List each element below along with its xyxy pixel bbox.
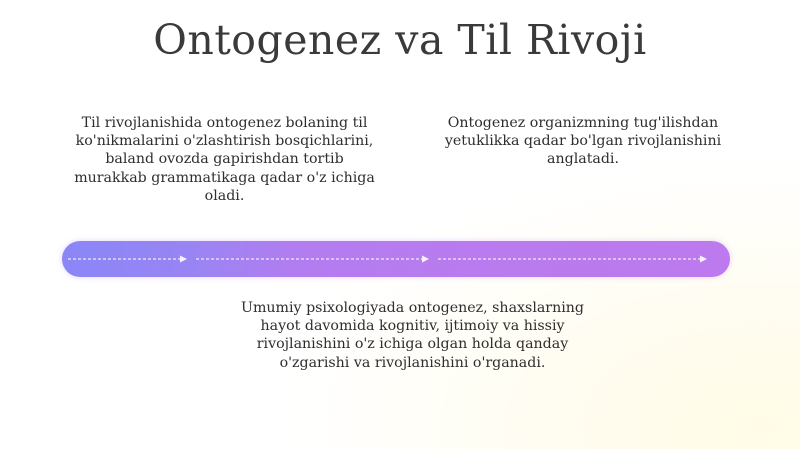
timeline-bar <box>62 241 730 277</box>
timeline-arrows <box>62 241 730 277</box>
arrow-right-icon <box>700 256 707 263</box>
text-block-left: Til rivojlanishida ontogenez bolaning til ko'nikmalarini o'zlashtirish bosqichlarini, baland ovozda gapirishdan tortib murakkab grammatikaga qadar o'z ichiga oladi. <box>74 115 375 204</box>
arrow-right-icon <box>180 256 187 263</box>
arrow-right-icon <box>422 256 429 263</box>
text-block-bottom: Umumiy psixologiyada ontogenez, shaxslarning hayot davomida kognitiv, ijtimoiy va hissiy rivojlanishini o'z ichiga olgan holda qanday o'zgarishi va rivojlanishini o'rganadi. <box>241 300 584 371</box>
slide-title: Ontogenez va Til Rivoji <box>153 16 647 64</box>
text-block-right: Ontogenez organizmning tug'ilishdan yetuklikka qadar bo'lgan rivojlanishini anglatadi. <box>444 115 722 168</box>
